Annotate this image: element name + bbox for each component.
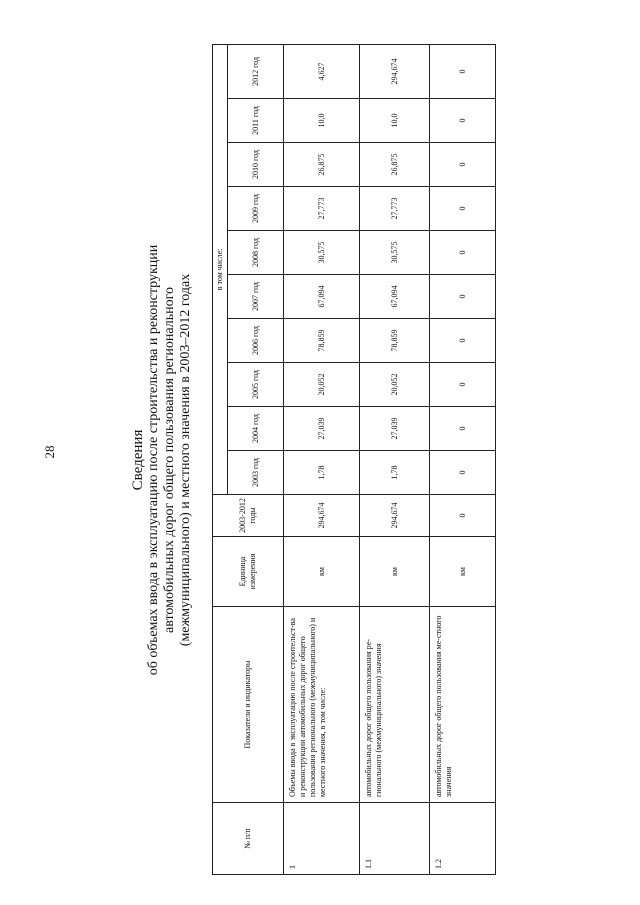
header-year: 2004 год xyxy=(228,407,284,451)
row-year-value: 0 xyxy=(430,187,496,231)
page-number: 28 xyxy=(42,445,57,459)
table-row xyxy=(430,44,496,874)
row-indicator: автомобильных дорог общего пользования ме-стного значения xyxy=(430,607,496,803)
row-year-value: 1,78 xyxy=(360,451,430,495)
row-year-value: 0 xyxy=(430,275,496,319)
row-total: 294,674 xyxy=(284,495,360,537)
document-title xyxy=(130,45,212,875)
title-line-3: автомобильных дорог общего пользования регионального xyxy=(162,287,177,633)
row-year-value: 67,094 xyxy=(360,275,430,319)
row-indicator: автомобильных дорог общего пользования ре-гионального (межмуниципального) значения xyxy=(360,607,430,803)
header-unit: Единица измерения xyxy=(213,537,284,607)
header-year: 2003 год xyxy=(228,451,284,495)
table-row xyxy=(284,44,360,874)
row-year-value: 0 xyxy=(430,231,496,275)
row-year-value: 0 xyxy=(430,451,496,495)
row-total: 0 xyxy=(430,495,496,537)
header-including: в том числе: xyxy=(213,44,228,494)
header-year: 2007 год xyxy=(228,275,284,319)
header-year: 2012 год xyxy=(228,44,284,98)
header-year: 2010 год xyxy=(228,143,284,187)
row-year-value: 30,575 xyxy=(360,231,430,275)
title-line-1: Сведения xyxy=(130,429,146,491)
row-year-value: 0 xyxy=(430,99,496,143)
row-year-value: 294,674 xyxy=(360,44,430,98)
row-total: 294,674 xyxy=(360,495,430,537)
row-year-value: 27,773 xyxy=(284,187,360,231)
title-line-2: об объемах ввода в эксплуатацию после строительства и реконструкции xyxy=(146,244,161,676)
row-indicator: Объемы ввода в эксплуатацию после строительст-ва и реконструкции автомобильных дорог общего пользования регионального (межмуниципального) и местного значения, в том числе: xyxy=(284,607,360,803)
row-year-value: 1,78 xyxy=(284,451,360,495)
row-year-value: 30,575 xyxy=(284,231,360,275)
row-year-value: 10,0 xyxy=(360,99,430,143)
row-year-value: 0 xyxy=(430,319,496,363)
row-unit: км xyxy=(360,537,430,607)
row-year-value: 10,0 xyxy=(284,99,360,143)
rotated-document xyxy=(130,45,490,875)
row-year-value: 0 xyxy=(430,44,496,98)
header-num: № п/п xyxy=(213,803,284,875)
row-num: 1 xyxy=(284,803,360,875)
header-year: 2011 год xyxy=(228,99,284,143)
row-num: 1.2 xyxy=(430,803,496,875)
row-year-value: 26,875 xyxy=(284,143,360,187)
row-year-value: 27,039 xyxy=(360,407,430,451)
row-num: 1.1 xyxy=(360,803,430,875)
row-year-value: 20,052 xyxy=(360,363,430,407)
row-year-value: 78,859 xyxy=(360,319,430,363)
table-row xyxy=(360,44,430,874)
row-year-value: 67,094 xyxy=(284,275,360,319)
title-line-4: (межмуниципального) и местного значения в 2003–2012 годах xyxy=(178,273,193,647)
row-year-value: 20,052 xyxy=(284,363,360,407)
row-year-value: 27,039 xyxy=(284,407,360,451)
header-year: 2005 год xyxy=(228,363,284,407)
row-unit: км xyxy=(430,537,496,607)
row-year-value: 0 xyxy=(430,143,496,187)
header-year: 2006 год xyxy=(228,319,284,363)
header-year: 2008 год xyxy=(228,231,284,275)
header-year: 2009 год xyxy=(228,187,284,231)
row-year-value: 0 xyxy=(430,363,496,407)
data-table xyxy=(212,44,496,875)
row-year-value: 4,627 xyxy=(284,44,360,98)
row-unit: км xyxy=(284,537,360,607)
row-year-value: 0 xyxy=(430,407,496,451)
header-total: 2003-2012 годы xyxy=(213,495,284,537)
row-year-value: 26,875 xyxy=(360,143,430,187)
row-year-value: 78,859 xyxy=(284,319,360,363)
row-year-value: 27,773 xyxy=(360,187,430,231)
header-indicator: Показатели и индикаторы xyxy=(213,607,284,803)
